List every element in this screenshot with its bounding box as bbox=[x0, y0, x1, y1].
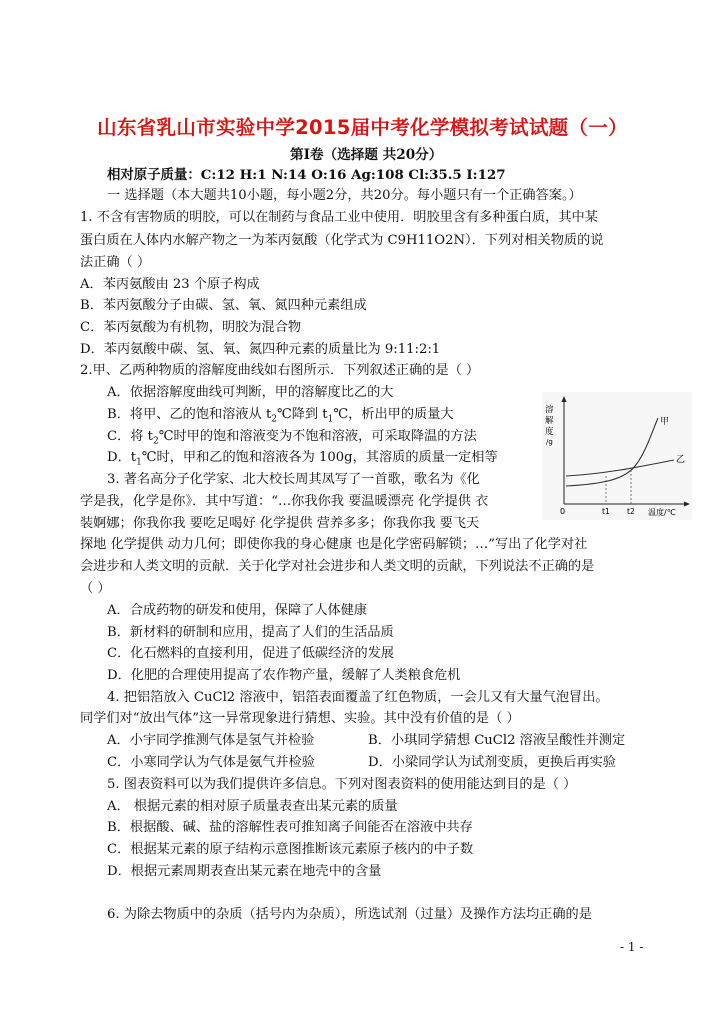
q2-option-b-pre: B．将甲、乙的饱和溶液从 t bbox=[107, 407, 272, 422]
section-instructions: 一 选择题（本大题共10小题，每小题2分，共20分。每小题只有一个正确答案。） bbox=[107, 188, 582, 203]
curve-yi-label: 乙 bbox=[676, 455, 686, 465]
q4-option-d: D．小梁同学认为试剂变质，更换后再实验 bbox=[368, 755, 616, 770]
q2-option-c-pre: C．将 t bbox=[107, 429, 153, 444]
section-title: 第Ⅰ卷（选择题 共20分） bbox=[290, 147, 443, 163]
q3-line6: （ ） bbox=[80, 581, 111, 596]
q2-option-c-sub: 2 bbox=[152, 436, 159, 447]
q3-line3: 装婀娜；你我你我 要吃足喝好 化学提供 营养多多；你我你我 要飞天 bbox=[80, 516, 480, 531]
q4-option-c: C．小寒同学认为气体是氨气并检验 bbox=[107, 755, 315, 770]
atomic-masses: 相对原子质量：C:12 H:1 N:14 O:16 Ag:108 Cl:35.5 I:127 bbox=[107, 167, 506, 183]
y-axis-label-2: 解 bbox=[545, 416, 554, 426]
q4-line2: 同学们对“放出气体”这一异常现象进行猜想、实验。其中没有价值的是（ ） bbox=[80, 711, 520, 726]
q2-option-d-pre: D．t bbox=[107, 450, 137, 465]
q2-option-b-sub2: 1 bbox=[327, 414, 334, 425]
q2-option-c-post: ℃时甲的饱和溶液变为不饱和溶液，可采取降温的方法 bbox=[158, 429, 477, 444]
q1-stem-line2: 蛋白质在人体内水解产物之一为苯丙氨酸（化学式为 C9H11O2N）．下列对相关物质的说 bbox=[80, 233, 604, 248]
q5-stem: 5. 图表资料可以为我们提供许多信息。下列对图表资料的使用能达到目的是（ ） bbox=[107, 777, 577, 792]
q3-option-b: B．新材料的研制和应用，提高了人们的生活品质 bbox=[107, 625, 394, 640]
q2-option-c bbox=[107, 428, 477, 451]
q2-option-b bbox=[107, 406, 454, 429]
q1-stem-line3: 法正确（ ） bbox=[80, 255, 151, 270]
curve-jia-label: 甲 bbox=[660, 417, 670, 427]
q2-option-a: A．依据溶解度曲线可判断，甲的溶解度比乙的大 bbox=[107, 385, 394, 400]
solubility-graph bbox=[542, 392, 692, 520]
q2-option-d bbox=[107, 449, 498, 472]
q2-option-b-sub1: 2 bbox=[271, 414, 277, 425]
t2-label: t2 bbox=[627, 507, 635, 516]
q3-option-d: D．化肥的合理使用提高了农作物产量，缓解了人类粮食危机 bbox=[107, 668, 461, 683]
q6-stem: 6. 为除去物质中的杂质（括号内为杂质），所选试剂（过量）及操作方法均正确的是 bbox=[107, 907, 592, 922]
q4-option-b: B．小琪同学猜想 CuCl2 溶液呈酸性并测定 bbox=[368, 733, 626, 748]
page-number: - 1 - bbox=[620, 940, 644, 954]
q3-line5: 会进步和人类文明的贡献．关于化学对社会进步和人类文明的贡献，下列说法不正确的是 bbox=[80, 559, 595, 574]
q5-option-d: D．根据元素周期表查出某元素在地壳中的含量 bbox=[107, 864, 382, 879]
y-axis-label-1: 溶 bbox=[545, 405, 554, 415]
q1-option-d: D．苯丙氨酸中碳、氢、氧、氮四种元素的质量比为 9:11:2:1 bbox=[80, 342, 441, 357]
q2-option-d-sub: 1 bbox=[136, 457, 142, 468]
q4-line1: 4. 把铝箔放入 CuCl2 溶液中，铝箔表面覆盖了红色物质，一会儿又有大量气泡冒出。 bbox=[107, 690, 609, 705]
q1-option-a: A．苯丙氨酸由 23 个原子构成 bbox=[80, 277, 260, 292]
q3-line4: 探地 化学提供 动力几何；即使你我的身心健康 也是化学密码解锁；…”写出了化学对社 bbox=[80, 537, 588, 552]
origin-label: 0 bbox=[560, 507, 566, 516]
q3-line2: 学是我，化学是你》．其中写道：“…你我你我 要温暖漂亮 化学提供 衣 bbox=[80, 494, 489, 509]
q5-option-a: A． 根据元素的相对原子质量表查出某元素的质量 bbox=[107, 799, 398, 814]
q3-option-c: C．化石燃料的直接利用，促进了低碳经济的发展 bbox=[107, 646, 395, 661]
t1-label: t1 bbox=[602, 507, 610, 516]
q2-stem: 2.甲、乙两种物质的溶解度曲线如右图所示．下列叙述正确的是（ ） bbox=[80, 363, 480, 378]
q2-option-d-post: ℃时，甲和乙的饱和溶液各为 100g，其溶质的质量一定相等 bbox=[141, 450, 498, 465]
q1-option-b: B．苯丙氨酸分子由碳、氢、氧、氮四种元素组成 bbox=[80, 298, 367, 313]
q2-option-b-mid: ℃降到 t bbox=[276, 407, 328, 422]
q5-option-c: C．根据某元素的原子结构示意图推断该元素原子核内的中子数 bbox=[107, 842, 474, 857]
x-axis-label: 温度/℃ bbox=[648, 508, 676, 517]
q4-option-a: A．小宇同学推测气体是氢气并检验 bbox=[107, 733, 315, 748]
exam-title: 山东省乳山市实验中学2015届中考化学模拟考试试题（一） bbox=[97, 116, 628, 139]
q2-option-b-post: ℃，析出甲的质量大 bbox=[333, 407, 454, 422]
q3-line1: 3. 著名高分子化学家、北大校长周其凤写了一首歌，歌名为《化 bbox=[107, 472, 480, 487]
q3-option-a: A．合成药物的研发和使用，保障了人体健康 bbox=[107, 603, 368, 618]
y-axis-label-4: /g bbox=[546, 438, 553, 446]
q1-stem-line1: 1. 不含有害物质的明胶，可以在制药与食品工业中使用．明胶里含有多种蛋白质，其中某 bbox=[80, 210, 598, 225]
q5-option-b: B．根据酸、碱、盐的溶解性表可推知离子间能否在溶液中共存 bbox=[107, 820, 473, 835]
y-axis-label-3: 度 bbox=[545, 427, 554, 437]
q1-option-c: C．苯丙氨酸为有机物，明胶为混合物 bbox=[80, 320, 302, 335]
